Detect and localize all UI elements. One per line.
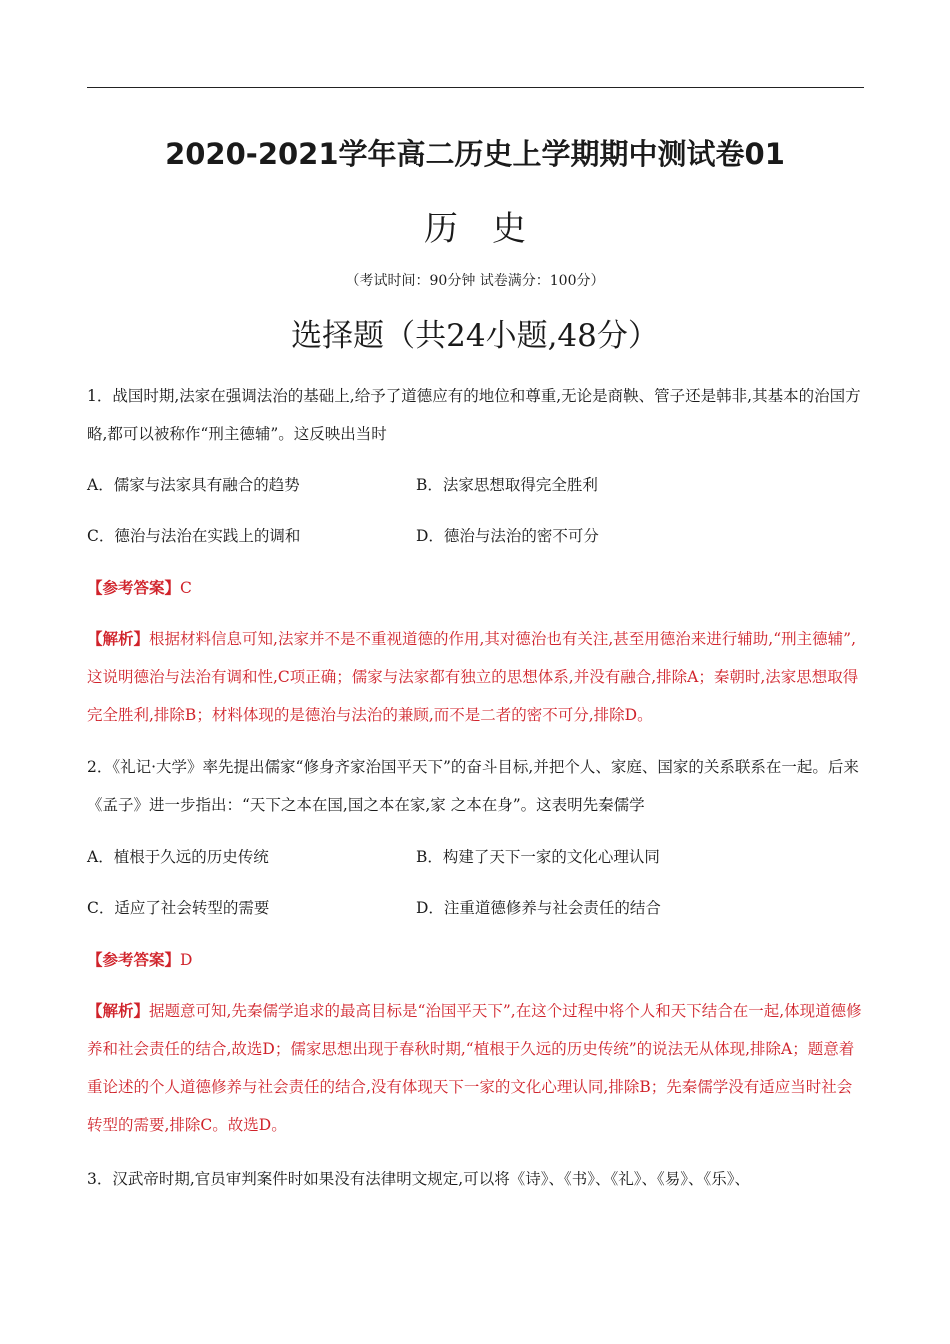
question-1-option-c: C．德治与法治在实践上的调和 xyxy=(87,527,301,545)
analysis-text: 据题意可知,先秦儒学追求的最高目标是“治国平天下”,在这个过程中将个人和天下结合在一起,体现道德修养和社会责任的结合,故选D；儒家思想出现于春秋时期,“植根于久远的历史传统”的说法无从体现,排除A；题意着重论述的个人道德修养与社会责任的结合,没有体现天下一家的文化心理认同,排除B；先秦儒学没有适应当时社会转型的需要,排除C。故选D。 xyxy=(87,1002,862,1134)
subject-heading: 历史 xyxy=(424,209,560,249)
question-1-stem: 1．战国时期,法家在强调法治的基础上,给予了道德应有的地位和尊重,无论是商鞅、管子还是韩非,其基本的治国方略,都可以被称作“刑主德辅”。这反映出当时 xyxy=(87,387,861,443)
question-1-option-a: A．儒家与法家具有融合的趋势 xyxy=(87,476,300,494)
answer-label: 【参考答案】 xyxy=(87,578,181,597)
question-2-analysis xyxy=(87,992,862,1144)
question-2-answer xyxy=(87,948,192,972)
question-3-stem: 3．汉武帝时期,官员审判案件时如果没有法律明文规定,可以将《诗》、《书》、《礼》、《易》、《乐》、 xyxy=(87,1170,750,1188)
exam-info: （考试时间：90分钟 试卷满分：100分） xyxy=(345,273,605,289)
analysis-label: 【解析】 xyxy=(87,1001,150,1020)
question-2-option-b: B．构建了天下一家的文化心理认同 xyxy=(416,848,660,866)
question-2-stem: 2．《礼记·大学》率先提出儒家“修身齐家治国平天下”的奋斗目标,并把个人、家庭、国家的关系联系在一起。后来《孟子》进一步指出：“天下之本在国,国之本在家,家 之本在身”。这表明先秦儒学 xyxy=(87,758,859,814)
answer-label: 【参考答案】 xyxy=(87,950,181,969)
answer-value: D xyxy=(180,951,193,969)
analysis-text: 根据材料信息可知,法家并不是不重视道德的作用,其对德治也有关注,甚至用德治来进行辅助,“刑主德辅”,这说明德治与法治有调和性,C项正确；儒家与法家都有独立的思想体系,并没有融合,排除A；秦朝时,法家思想取得完全胜利,排除B；材料体现的是德治与法治的兼顾,而不是二者的密不可分,排除D。 xyxy=(87,630,859,724)
section-title: 选择题（共24小题,48分） xyxy=(291,318,659,354)
question-1-option-b: B．法家思想取得完全胜利 xyxy=(416,476,598,494)
question-1-option-d: D．德治与法治的密不可分 xyxy=(416,527,599,545)
question-1-answer xyxy=(87,576,192,600)
analysis-label: 【解析】 xyxy=(87,629,150,648)
question-2-option-c: C．适应了社会转型的需要 xyxy=(87,899,270,917)
question-2-option-a: A．植根于久远的历史传统 xyxy=(87,848,269,866)
header-rule xyxy=(87,87,864,88)
answer-value: C xyxy=(180,579,192,597)
question-1-analysis xyxy=(87,620,862,734)
page-title: 2020-2021学年高二历史上学期期中测试卷01 xyxy=(165,137,785,171)
question-2-option-d: D．注重道德修养与社会责任的结合 xyxy=(416,899,661,917)
